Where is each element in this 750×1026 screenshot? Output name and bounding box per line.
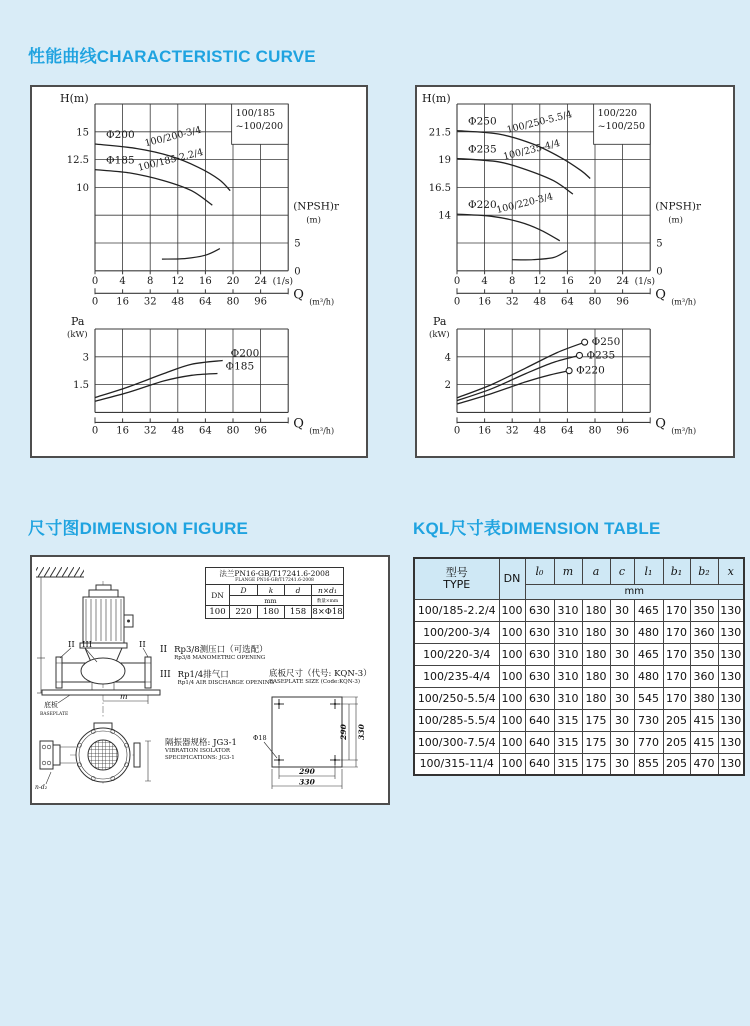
table-cell: 360	[690, 665, 718, 687]
x-axis-q-tick: 16	[116, 425, 129, 437]
table-cell: 415	[690, 731, 718, 753]
table-cell: 170	[663, 621, 690, 643]
baseplate-label-cn: 底板	[44, 701, 58, 709]
x-axis-ls-unit: (1/s)	[272, 276, 294, 287]
curve-code-label: 100/200-3/4	[143, 124, 203, 150]
power-curve-Φ185	[95, 374, 218, 402]
table-cell: 30	[610, 665, 634, 687]
table-cell: 205	[663, 731, 690, 753]
h-axis-label: H(m)	[60, 92, 89, 105]
section-heading-characteristic-curve: 性能曲线CHARACTERISTIC CURVE	[28, 47, 316, 66]
x-axis-ls-tick: 12	[171, 275, 185, 287]
npsh-axis-label: (NPSH)r	[293, 200, 340, 213]
x-axis-ls-tick: 4	[119, 275, 126, 287]
x-axis-q-tick: 64	[561, 296, 574, 308]
dimension-figure-panel	[30, 555, 390, 805]
table-cell: 130	[718, 709, 744, 731]
table-cell: 730	[634, 709, 663, 731]
x-axis-q-tick: 0	[453, 425, 461, 437]
x-axis-q-tick: 32	[143, 296, 157, 308]
table-cell: 630	[525, 599, 554, 621]
table-cell: 130	[718, 687, 744, 709]
x-axis-q-tick: 80	[226, 425, 240, 437]
chart-range-label: ~100/200	[235, 121, 284, 132]
x-axis-ls-tick: 0	[453, 275, 461, 287]
table-cell: 175	[582, 709, 610, 731]
x-axis-ls-tick: 12	[533, 275, 547, 287]
x-axis-q-tick: 64	[199, 296, 212, 308]
table-cell: 180	[582, 643, 610, 665]
table-cell: 640	[525, 753, 554, 775]
table-cell: 30	[610, 643, 634, 665]
x-axis-q-tick: 80	[588, 425, 602, 437]
x-axis-ls-tick: 20	[588, 275, 602, 287]
col-header-x: x	[718, 558, 744, 584]
table-cell: 100	[499, 665, 525, 687]
x-axis-q-tick: 32	[143, 425, 157, 437]
table-row	[414, 753, 744, 775]
table-row	[414, 665, 744, 687]
baseplate-size-note: 底板尺寸（代号: KQN-3） BASEPLATE SIZE (Code:KQN-3)	[269, 669, 372, 685]
power-axis-tick: 4	[444, 352, 451, 364]
table-cell: 100/315-11/4	[414, 753, 499, 775]
characteristic-curve-chart-right	[417, 87, 733, 456]
table-cell: 100	[499, 643, 525, 665]
flange-value: 180	[258, 606, 285, 619]
chart-range-label: 100/220	[597, 108, 638, 119]
x-axis-q-tick: 48	[171, 296, 185, 308]
table-cell: 100	[499, 621, 525, 643]
note-en: Rp1/4 AIR DISCHARGE OPENING	[177, 680, 275, 686]
power-axis-tick: 1.5	[73, 380, 89, 392]
table-cell: 465	[634, 599, 663, 621]
power-curve-name-label: Φ220	[576, 364, 605, 377]
x-axis-ls-tick: 24	[616, 275, 629, 287]
x-axis-q-tick: 48	[171, 425, 185, 437]
npsh-axis-unit: (m)	[668, 215, 683, 226]
flange-col-d2: d	[285, 585, 312, 596]
x-axis-q-tick: 16	[478, 296, 491, 308]
table-cell: 380	[690, 687, 718, 709]
power-curve-name-label: Φ185	[225, 360, 255, 373]
npsh-curve	[162, 249, 220, 260]
table-cell: 130	[718, 665, 744, 687]
power-curve-Φ200	[95, 361, 223, 398]
chart-panel-right	[415, 85, 735, 458]
table-cell: 630	[525, 643, 554, 665]
curve-code-label: 100/185-2.2/4	[136, 146, 205, 174]
col-header-dn: DN	[499, 558, 525, 599]
table-row	[414, 599, 744, 621]
q-axis-unit: (m³/h)	[309, 297, 335, 307]
note-manometric-opening	[160, 645, 268, 662]
table-cell: 170	[663, 665, 690, 687]
col-header-type: 型号 TYPE	[414, 558, 499, 599]
pump-bottom-view	[40, 723, 151, 785]
vibration-isolator-note: 隔振器规格: JG3-1 VIBRATION ISOLATOR SPECIFICATIONS: JG3-1	[165, 738, 237, 761]
q-axis-unit: (m³/h)	[671, 297, 697, 307]
table-cell: 100/185-2.2/4	[414, 599, 499, 621]
flange-unit-mm: mm	[230, 596, 312, 606]
curve-code-label: 100/235-4/4	[502, 137, 562, 163]
power-axis-unit: (kW)	[429, 330, 450, 340]
table-cell: 30	[610, 621, 634, 643]
baseplate-dim-inner-bottom: 290	[299, 767, 315, 776]
hole-diameter-label: Φ18	[253, 734, 267, 742]
table-cell: 545	[634, 687, 663, 709]
flange-unit-qty: 数量×mm	[312, 596, 344, 606]
table-cell: 100	[499, 753, 525, 775]
table-cell: 100	[499, 731, 525, 753]
x-axis-q-tick: 80	[226, 296, 240, 308]
chart-panel-left	[30, 85, 368, 458]
table-cell: 30	[610, 731, 634, 753]
note-cn: Rp3/8测压口（可选配）	[174, 645, 268, 655]
table-cell: 100/235-4/4	[414, 665, 499, 687]
table-cell: 315	[554, 731, 582, 753]
table-cell: 100/220-3/4	[414, 643, 499, 665]
table-cell: 855	[634, 753, 663, 775]
baseplate-label-en: BASEPLATE	[40, 712, 69, 717]
flange-value: 220	[230, 606, 258, 619]
table-cell: 130	[718, 621, 744, 643]
flange-col-k: k	[258, 585, 285, 596]
table-cell: 30	[610, 687, 634, 709]
power-axis-tick: 2	[444, 380, 451, 392]
table-cell: 630	[525, 687, 554, 709]
table-cell: 465	[634, 643, 663, 665]
pump-casing-drawing	[56, 657, 151, 690]
x-axis-ls-tick: 4	[481, 275, 488, 287]
flange-table-title: 法兰PN16-GB/T17241.6-2008 FLANGE PN16-GB/T17241.6-2008	[206, 568, 344, 585]
curve-name-label: Φ220	[468, 199, 497, 212]
x-axis-q-tick: 96	[254, 425, 267, 437]
x-axis-q-tick: 64	[561, 425, 574, 437]
x-axis-ls-unit: (1/s)	[634, 276, 656, 287]
curve-name-label: Φ235	[468, 143, 497, 156]
n-d2-label: n-d₂	[35, 784, 48, 791]
table-cell: 100/250-5.5/4	[414, 687, 499, 709]
note-air-discharge	[160, 670, 274, 687]
note-en: Rp3/8 MANOMETRIC OPENING	[174, 655, 266, 661]
table-cell: 310	[554, 621, 582, 643]
curve-name-label: Φ200	[106, 129, 135, 142]
table-row	[414, 621, 744, 643]
h-axis-tick: 21.5	[428, 127, 451, 139]
note-cn: Rp1/4排气口	[177, 670, 229, 680]
curve-name-label: Φ250	[468, 115, 497, 128]
npsh-axis-unit: (m)	[306, 215, 321, 226]
table-cell: 470	[690, 753, 718, 775]
h-axis-label: H(m)	[422, 92, 451, 105]
table-cell: 205	[663, 753, 690, 775]
power-curve-marker	[582, 339, 588, 345]
q-axis-label: Q	[293, 416, 304, 432]
x-axis-ls-tick: 16	[199, 275, 212, 287]
table-cell: 100	[499, 687, 525, 709]
npsh-axis-tick: 5	[294, 238, 301, 250]
table-cell: 180	[582, 687, 610, 709]
baseplate-dim-outer-bottom: 330	[299, 777, 315, 787]
table-cell: 205	[663, 709, 690, 731]
curve-Φ235	[457, 158, 573, 194]
h-axis-tick: 16.5	[428, 182, 451, 194]
h-axis-tick: 10	[76, 182, 89, 194]
x-axis-ls-tick: 8	[147, 275, 154, 287]
q-axis-label: Q	[293, 287, 304, 303]
x-axis-q-tick: 32	[505, 296, 519, 308]
table-cell: 480	[634, 621, 663, 643]
power-curve-name-label: Φ200	[230, 347, 260, 360]
table-row	[414, 643, 744, 665]
flange-col-nxd1: n×d₁	[312, 585, 344, 596]
table-cell: 350	[690, 643, 718, 665]
power-axis-tick: 3	[82, 352, 89, 364]
table-cell: 640	[525, 709, 554, 731]
table-cell: 415	[690, 709, 718, 731]
table-cell: 100/300-7.5/4	[414, 731, 499, 753]
table-cell: 360	[690, 621, 718, 643]
col-header-l0: l₀	[525, 558, 554, 584]
npsh-axis-label: (NPSH)r	[655, 200, 702, 213]
flange-value: 158	[285, 606, 312, 619]
table-row	[414, 687, 744, 709]
npsh-axis-tick: 0	[656, 266, 663, 278]
ceiling-hatch	[36, 567, 84, 577]
q-axis-label: Q	[655, 416, 666, 432]
col-header-b2: b₂	[690, 558, 718, 584]
h-axis-tick: 19	[438, 155, 451, 167]
table-cell: 315	[554, 753, 582, 775]
table-cell: 770	[634, 731, 663, 753]
chart-range-label: 100/185	[235, 108, 276, 119]
table-cell: 630	[525, 665, 554, 687]
table-cell: 100	[499, 709, 525, 731]
table-cell: 310	[554, 643, 582, 665]
flange-value: 8×Φ18	[312, 607, 343, 617]
x-axis-q-tick: 48	[533, 425, 547, 437]
power-axis-label: Pa	[71, 315, 85, 328]
curve-name-label: Φ185	[106, 154, 135, 167]
note-marker: II	[160, 645, 168, 655]
table-cell: 315	[554, 709, 582, 731]
marker-II-left: II	[68, 640, 75, 650]
col-header-c: c	[610, 558, 634, 584]
marker-III: III	[82, 640, 93, 650]
table-cell: 130	[718, 731, 744, 753]
x-axis-q-tick: 32	[505, 425, 519, 437]
table-cell: 30	[610, 709, 634, 731]
flange-table	[205, 567, 344, 619]
table-cell: 175	[582, 753, 610, 775]
unit-row: mm	[525, 584, 744, 599]
x-axis-q-tick: 0	[91, 296, 99, 308]
x-axis-q-tick: 0	[453, 296, 461, 308]
chart-range-label: ~100/250	[597, 121, 646, 132]
flange-col-dn: DN	[206, 585, 230, 606]
characteristic-curve-chart-left	[32, 87, 366, 456]
table-cell: 170	[663, 643, 690, 665]
flange-value: 100	[206, 606, 230, 619]
table-cell: 100/285-5.5/4	[414, 709, 499, 731]
table-cell: 130	[718, 643, 744, 665]
x-axis-ls-tick: 20	[226, 275, 240, 287]
x-axis-ls-tick: 16	[561, 275, 574, 287]
power-curve-name-label: Φ235	[586, 349, 616, 362]
table-cell: 100	[499, 599, 525, 621]
motor-drawing	[80, 585, 133, 648]
x-axis-q-tick: 0	[91, 425, 99, 437]
q-axis-unit: (m³/h)	[671, 426, 697, 436]
power-axis-unit: (kW)	[67, 330, 88, 340]
table-cell: 130	[718, 599, 744, 621]
table-cell: 30	[610, 599, 634, 621]
table-cell: 630	[525, 621, 554, 643]
h-axis-tick: 15	[76, 127, 89, 139]
baseplate-dim-inner-right: 290	[339, 724, 348, 740]
table-cell: 30	[610, 753, 634, 775]
table-cell: 310	[554, 599, 582, 621]
col-header-b1: b₁	[663, 558, 690, 584]
power-axis-label: Pa	[433, 315, 447, 328]
section-heading-dimension-figure: 尺寸图DIMENSION FIGURE	[28, 519, 249, 538]
col-header-l1: l₁	[634, 558, 663, 584]
power-curve-name-label: Φ250	[591, 336, 621, 349]
table-cell: 310	[554, 687, 582, 709]
section-heading-dimension-table: KQL尺寸表DIMENSION TABLE	[413, 519, 661, 538]
power-curve-Φ220	[457, 371, 569, 404]
npsh-axis-tick: 5	[656, 238, 663, 250]
flange-col-d: D	[230, 585, 258, 596]
x-axis-q-tick: 64	[199, 425, 212, 437]
m-dimension-label: m	[120, 692, 128, 701]
table-cell: 175	[582, 731, 610, 753]
q-axis-unit: (m³/h)	[309, 426, 335, 436]
table-cell: 640	[525, 731, 554, 753]
table-cell: 100/200-3/4	[414, 621, 499, 643]
power-curve-Φ250	[457, 342, 585, 398]
x-axis-ls-tick: 0	[91, 275, 99, 287]
curve-code-label: 100/220-3/4	[495, 191, 555, 217]
curve-code-label: 100/250-5.5/4	[505, 109, 574, 136]
power-curve-marker	[566, 368, 572, 374]
power-curve-marker	[576, 352, 582, 358]
x-axis-q-tick: 96	[616, 296, 629, 308]
x-axis-q-tick: 96	[616, 425, 629, 437]
table-cell: 170	[663, 599, 690, 621]
x-axis-q-tick: 16	[478, 425, 491, 437]
table-cell: 310	[554, 665, 582, 687]
table-cell: 130	[718, 753, 744, 775]
h-axis-tick: 14	[438, 210, 451, 222]
note-marker: III	[160, 670, 171, 680]
q-axis-label: Q	[655, 287, 666, 303]
table-cell: 480	[634, 665, 663, 687]
curve-Φ220	[457, 214, 560, 241]
dimension-table	[413, 557, 745, 776]
x-axis-q-tick: 16	[116, 296, 129, 308]
table-cell: 180	[582, 621, 610, 643]
marker-II-right: II	[139, 640, 146, 650]
power-curve-Φ235	[457, 355, 580, 400]
table-row	[414, 709, 744, 731]
table-cell: 180	[582, 665, 610, 687]
col-header-a: a	[582, 558, 610, 584]
x-axis-q-tick: 48	[533, 296, 547, 308]
baseplate-dim-outer-right: 330	[357, 724, 366, 740]
x-axis-ls-tick: 24	[254, 275, 267, 287]
table-row	[414, 731, 744, 753]
h-axis-tick: 12.5	[66, 155, 89, 167]
x-axis-q-tick: 96	[254, 296, 267, 308]
col-header-m: m	[554, 558, 582, 584]
table-cell: 170	[663, 687, 690, 709]
npsh-axis-tick: 0	[294, 266, 301, 278]
baseplate-size-drawing	[272, 697, 358, 789]
x-axis-q-tick: 80	[588, 296, 602, 308]
table-cell: 180	[582, 599, 610, 621]
x-axis-ls-tick: 8	[509, 275, 516, 287]
baseplate-drawing	[42, 690, 160, 695]
table-cell: 350	[690, 599, 718, 621]
